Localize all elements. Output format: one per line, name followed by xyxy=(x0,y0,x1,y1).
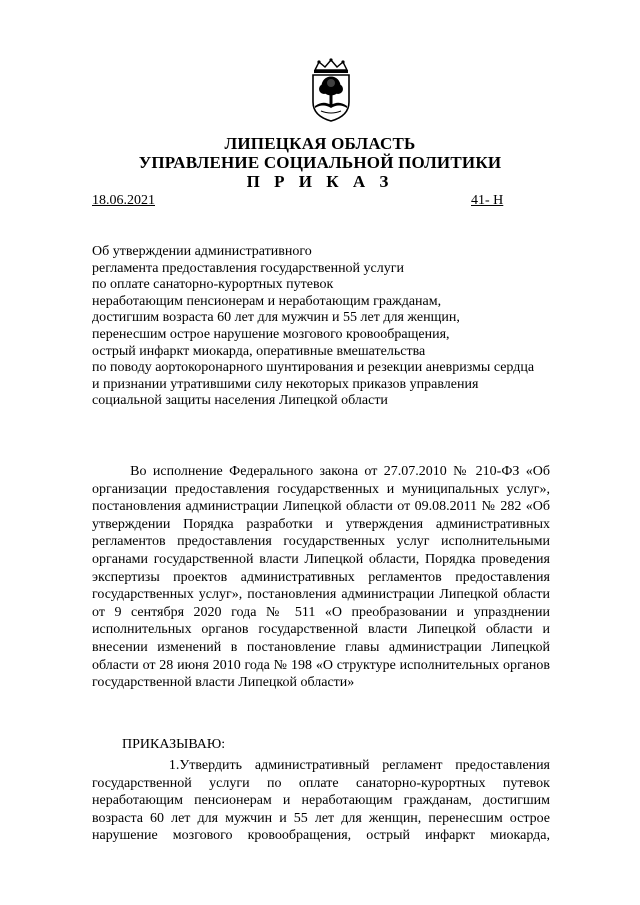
coat-of-arms-icon xyxy=(301,58,361,124)
order-date: 18.06.2021 xyxy=(92,193,155,208)
subject-line: по поводу аортокоронарного шунтирования и резекции аневризмы сердца xyxy=(92,360,535,376)
subject-line: неработающим пенсионерам и неработающим гражданам, xyxy=(92,293,442,309)
department-title: УПРАВЛЕНИЕ СОЦИАЛЬНОЙ ПОЛИТИКИ xyxy=(138,153,502,172)
text-line: 1.Утвердить административный регламент предоставления xyxy=(92,758,550,773)
subject-line: перенесшим острое нарушение мозгового кровообращения, xyxy=(92,326,450,342)
text-line: постановления администрации Липецкой области от 09.08.2011 № 282 «Об xyxy=(92,499,550,515)
order-subject xyxy=(92,244,562,410)
preamble-paragraph xyxy=(92,463,550,692)
text-line: исполнительных органов государственной власти Липецкой области и xyxy=(92,622,550,638)
text-line: экспертизы проектов административных регламентов предоставления xyxy=(92,569,550,585)
text-line: государственной власти Липецкой области» xyxy=(92,675,355,691)
text-line: неработающим пенсионерам и неработающим гражданам, достигшим xyxy=(92,793,550,809)
text-line: утверждении Порядка разработки и утверждения административных xyxy=(92,516,550,532)
subject-line: социальной защиты населения Липецкой области xyxy=(92,393,388,409)
order-word: ПРИКАЗЫВАЮ: xyxy=(122,737,226,752)
subject-line: достигшим возраста 60 лет для мужчин и 55 лет для женщин, xyxy=(92,310,460,326)
order-number: 41- Н xyxy=(471,193,504,208)
text-line: регламентов предоставления государственных услуг исполнительными xyxy=(92,534,550,550)
text-line: внесении изменений в постановление главы администрации Липецкой xyxy=(92,639,550,655)
text-line: государственной услуги по оплате санаторно-курортных путевок xyxy=(92,775,550,791)
subject-line: регламента предоставления государственной услуги xyxy=(92,260,404,276)
text-line: организации предоставления государственных и муниципальных услуг», xyxy=(92,481,550,497)
text-line: государственных услуг», постановления администрации Липецкой области xyxy=(92,587,550,603)
item-1-paragraph xyxy=(92,757,550,845)
text-line: нарушение мозгового кровообращения, острый инфаркт миокарда, xyxy=(92,828,550,844)
text-line: возраста 60 лет для мужчин и 55 лет для женщин, перенесшим острое xyxy=(92,810,550,826)
subject-line: острый инфаркт миокарда, оперативные вмешательства xyxy=(92,343,426,359)
text-line: органами государственной власти Липецкой области, Порядка проведения xyxy=(92,551,550,567)
region-title: ЛИПЕЦКАЯ ОБЛАСТЬ xyxy=(224,134,416,153)
text-line: от 9 сентября 2020 года № 511 «О преобразовании и упразднении xyxy=(92,604,550,620)
subject-line: по оплате санаторно-курортных путевок xyxy=(92,277,334,293)
subject-line: Об утверждении административного xyxy=(92,244,312,259)
subject-line: и признании утратившими силу некоторых приказов управления xyxy=(92,376,479,392)
text-line: Во исполнение Федерального закона от 27.07.2010 № 210-ФЗ «Об xyxy=(92,464,550,479)
document-type: П Р И К А З xyxy=(246,172,394,191)
text-line: области от 28 июня 2010 года № 198 «О структуре исполнительных органов xyxy=(92,657,550,673)
